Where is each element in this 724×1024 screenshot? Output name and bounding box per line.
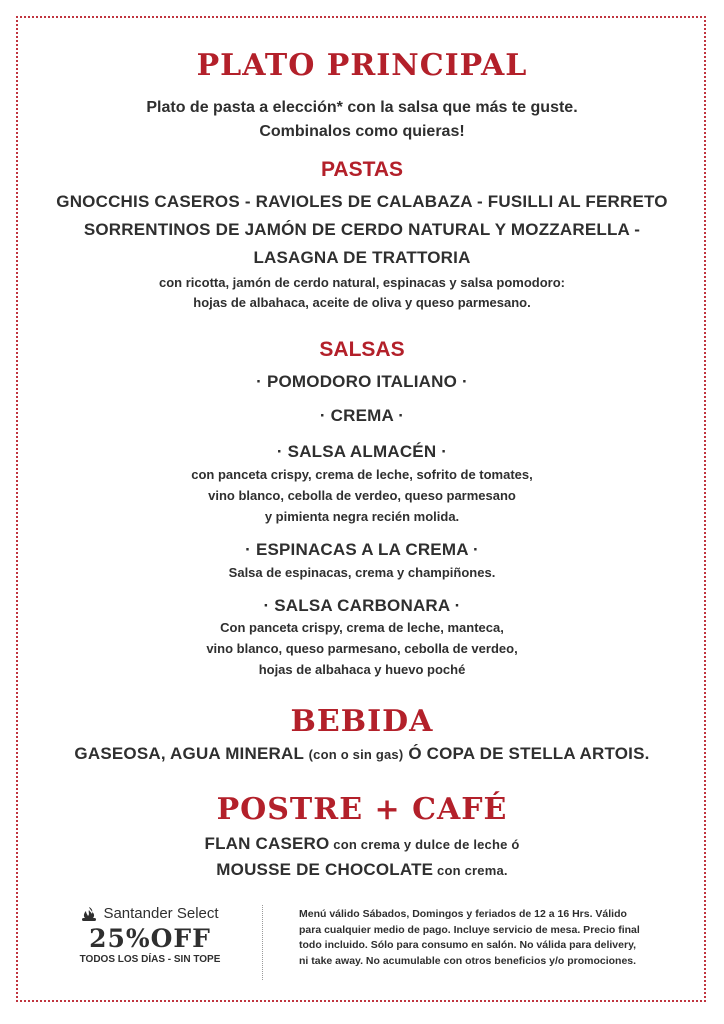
salsa-carbonara-desc-1: Con panceta crispy, crema de leche, manteca, [220,620,504,635]
salsa-espinacas: · ESPINACAS A LA CREMA · [245,540,479,559]
pastas-line-1: GNOCCHIS CASEROS - RAVIOLES DE CALABAZA - FUSILLI AL FERRETO [56,192,668,211]
salsa-crema: · CREMA · [319,406,405,425]
salsa-almacen: · SALSA ALMACÉN · [276,442,448,461]
legal-line-1: Menú válido Sábados, Domingos y feriados de 12 a 16 Hrs. Válido [299,908,627,920]
offer-text: 25%OFF [89,924,211,953]
flame-icon [81,907,97,921]
salsa-almacen-desc-3: y pimienta negra recién molida. [264,509,460,524]
postre-line-1 [0,834,724,854]
main-title: PLATO PRINCIPAL [196,48,528,83]
salsas-heading: SALSAS [319,338,405,361]
brand-label: Santander Select [103,905,219,922]
footer-divider [262,905,263,980]
intro-line-2: Combinalos como quieras! [259,123,465,140]
pastas-line-3: LASAGNA DE TRATTORIA [253,248,471,267]
bebida-part-1: GASEOSA, AGUA MINERAL [74,744,309,763]
offer-tagline: TODOS LOS DÍAS - SIN TOPE [79,954,221,965]
pastas-line-2: SORRENTINOS DE JAMÓN DE CERDO NATURAL Y MOZZARELLA - [83,220,641,239]
flan-desc: con crema y dulce de leche ó [329,837,520,852]
postre-title: POSTRE + CAFÉ [216,792,508,827]
bebida-title: BEBIDA [290,704,434,739]
flan-label: FLAN CASERO [204,834,330,853]
salsa-carbonara-desc-2: vino blanco, queso parmesano, cebolla de verdeo, [206,641,518,656]
bebida-part-2: (con o sin gas) [308,747,404,762]
promo-block [60,905,240,965]
mousse-desc: con crema. [433,863,508,878]
legal-line-3: todo incluido. Sólo para consumo en salón. No válida para delivery, [299,939,637,951]
salsa-pomodoro: · POMODORO ITALIANO · [256,372,468,391]
legal-line-2: para cualquier medio de pago. Incluye servicio de mesa. Precio final [299,923,640,936]
salsa-almacen-desc-2: vino blanco, cebolla de verdeo, queso parmesano [208,488,516,503]
mousse-label: MOUSSE DE CHOCOLATE [216,860,434,879]
bebida-part-3: Ó COPA DE STELLA ARTOIS. [403,744,650,763]
bebida-line [0,744,724,764]
pastas-desc-2: hojas de albahaca, aceite de oliva y queso parmesano. [193,295,531,310]
legal-text [299,907,699,969]
salsa-almacen-desc-1: con panceta crispy, crema de leche, sofrito de tomates, [191,467,533,482]
salsa-espinacas-desc: Salsa de espinacas, crema y champiñones. [228,565,496,580]
postre-line-2 [0,860,724,880]
intro-line-1: Plato de pasta a elección* con la salsa que más te guste. [146,99,578,116]
salsa-carbonara: · SALSA CARBONARA · [263,596,461,615]
pastas-desc-1: con ricotta, jamón de cerdo natural, espinacas y salsa pomodoro: [159,275,565,290]
legal-line-4: ni take away. No acumulable con otros beneficios y/o promociones. [299,954,637,967]
salsa-carbonara-desc-3: hojas de albahaca y huevo poché [258,662,466,677]
santander-brand [60,905,240,922]
pastas-heading: PASTAS [320,158,404,181]
